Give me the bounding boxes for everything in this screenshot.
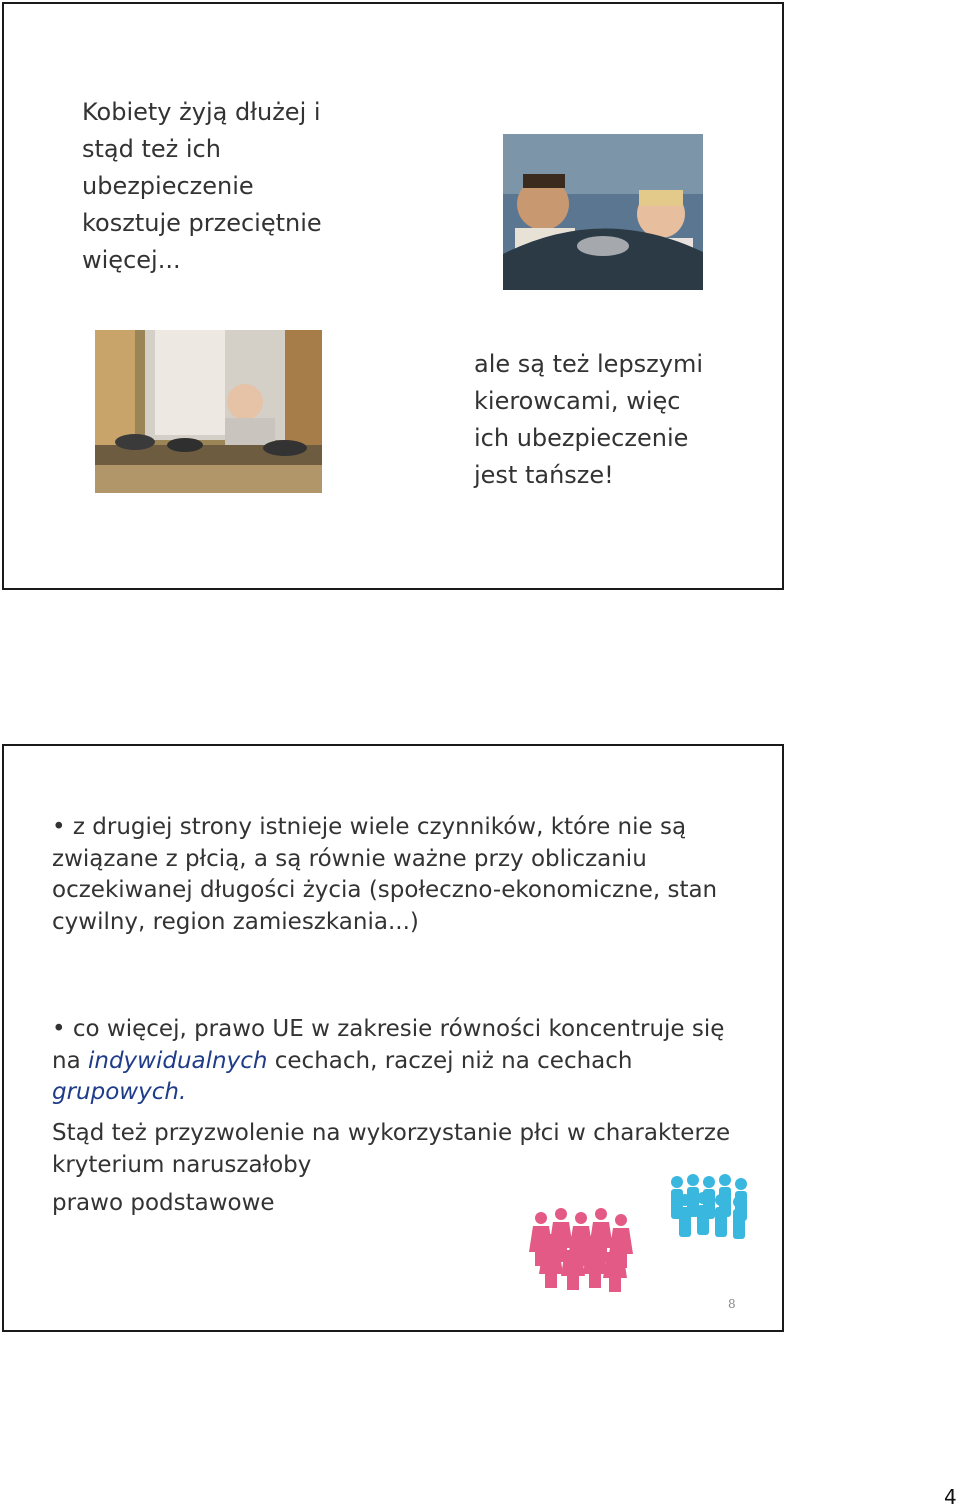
paragraph-4: prawo podstawowe [52, 1190, 275, 1216]
paragraph-3: Stąd też przyzwolenie na wykorzystanie płci w charakterze kryterium naruszałoby [52, 1120, 731, 1178]
bullet-1 [52, 812, 752, 938]
bullet-2-text-c: cechach, raczej niż na cechach [267, 1047, 633, 1074]
slide-number: 8 [728, 1297, 736, 1311]
slide1-text-left: Kobiety żyją dłużej i stąd też ich ubezpieczenie kosztuje przeciętnie więcej... [82, 98, 322, 274]
page-number: 4 [944, 1485, 957, 1509]
bullet-2-emphasis-group: grupowych. [52, 1079, 187, 1105]
bullet-dot: • [52, 1016, 73, 1042]
bullet-2 [52, 1014, 752, 1109]
people-groups-illustration [525, 1168, 753, 1300]
photo-couple-in-car [503, 134, 703, 290]
photo-woman-in-window [95, 330, 322, 493]
bullet-1-text: z drugiej strony istnieje wiele czynników, które nie są związane z płcią, a są równie ważne przy obliczaniu oczekiwanej długości życia (społeczno-ekonomiczne, stan cywilny, region zamieszkania...) [52, 814, 718, 935]
bullet-2-text-a: co więcej, prawo UE w zakresie równości koncentruje się na [52, 1016, 725, 1074]
bullet-2-emphasis-individual: indywidualnych [87, 1047, 268, 1074]
slide1-text-right: ale są też lepszymi kierowcami, więc ich ubezpieczenie jest tańsze! [474, 350, 704, 489]
bullet-dot: • [52, 814, 73, 840]
slide-1 [2, 2, 784, 590]
